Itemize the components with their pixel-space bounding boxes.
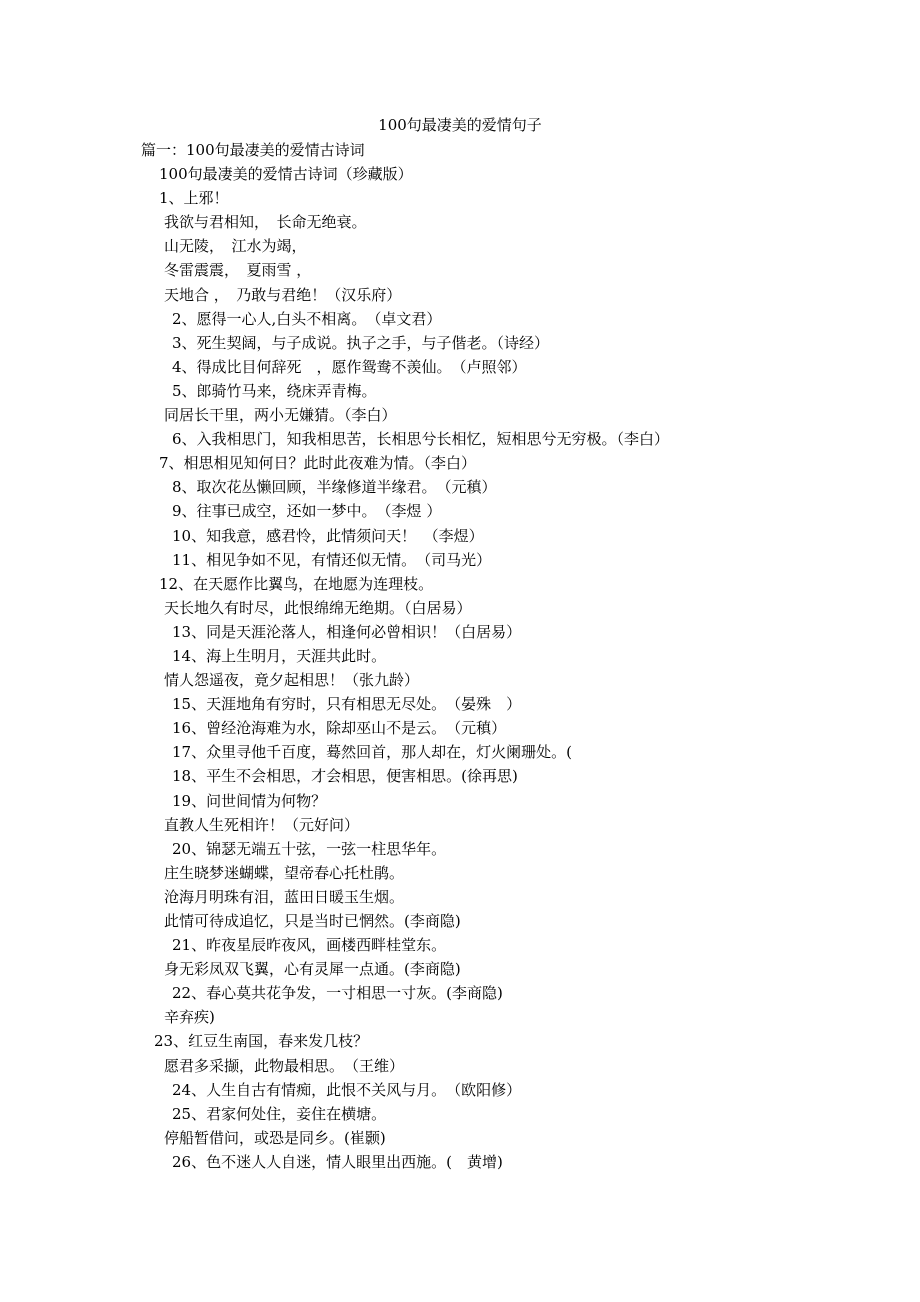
text-line: 18、平生不会相思，才会相思，便害相思。(徐再思) xyxy=(172,767,518,786)
text-line: 14、海上生明月，天涯共此时。 xyxy=(172,646,387,665)
text-line: 此情可待成追忆，只是当时已惘然。(李商隐) xyxy=(164,912,461,930)
text-line: 7、相思相见知何日？此时此夜难为情。（李白） xyxy=(159,454,477,473)
text-line: 8、取次花丛懒回顾，半缘修道半缘君。 （元稹） xyxy=(172,478,497,497)
text-line: 23、红豆生南国，春来发几枝？ xyxy=(154,1032,369,1051)
text-line: 情人怨遥夜，竟夕起相思！（张九龄） xyxy=(164,671,420,690)
text-line: 3、死生契阔，与子成说。执子之手，与子偕老。（诗经） xyxy=(172,333,550,352)
text-line: 直教人生死相许！（元好问） xyxy=(164,815,360,834)
text-line: 11、相见争如不见，有情还似无情。 （司马光） xyxy=(172,550,492,569)
text-line: 山无陵， 江水为竭， xyxy=(164,237,307,256)
text-line: 6、入我相思门，知我相思苦，长相思兮长相忆，短相思兮无穷极。（李白） xyxy=(172,430,670,449)
text-line: 1、上邪！ xyxy=(159,189,229,208)
text-line: 12、在天愿作比翼鸟，在地愿为连理枝。 xyxy=(159,574,434,593)
text-line: 辛弃疾) xyxy=(164,1008,215,1027)
text-line: 20、锦瑟无端五十弦，一弦一柱思华年。 xyxy=(172,839,447,858)
text-line: 19、问世间情为何物？ xyxy=(172,791,327,810)
text-line: 沧海月明珠有泪，蓝田日暖玉生烟。 xyxy=(164,887,405,906)
text-line: 同居长干里，两小无嫌猜。（李白） xyxy=(164,406,397,425)
text-line: 停船暂借问，或恐是同乡。(崔颢) xyxy=(164,1128,386,1147)
text-line: 13、同是天涯沦落人，相逢何必曾相识！（白居易） xyxy=(172,622,522,641)
poem-list xyxy=(0,138,920,1174)
text-line: 2、愿得一心人,白头不相离。 （卓文君） xyxy=(172,309,442,328)
text-line: 10、知我意，感君怜，此情须问天！ （李煜） xyxy=(172,526,484,545)
section-heading: 篇一：100句最凄美的爱情古诗词 xyxy=(141,141,365,159)
text-line: 17、众里寻他千百度，蓦然回首，那人却在，灯火阑珊处。( xyxy=(172,743,572,762)
text-line: 庄生晓梦迷蝴蝶，望帝春心托杜鹃。 xyxy=(164,863,405,882)
text-line: 26、色不迷人人自迷，情人眼里出西施。( 黄增) xyxy=(172,1152,503,1171)
text-line: 16、曾经沧海难为水，除却巫山不是云。 （元稹） xyxy=(172,719,507,738)
subsection-heading: 100句最凄美的爱情古诗词（珍藏版） xyxy=(159,165,413,184)
text-line: 5、郎骑竹马来，绕床弄青梅。 xyxy=(172,381,377,400)
text-line: 4、得成比目何辞死 ，愿作鸳鸯不羡仙。 （卢照邻） xyxy=(172,357,527,376)
text-line: 22、春心莫共花争发，一寸相思一寸灰。(李商隐) xyxy=(172,984,503,1003)
document-title: 100句最凄美的爱情句子 xyxy=(378,116,542,134)
text-line: 24、人生自古有情痴，此恨不关风与月。 （欧阳修） xyxy=(172,1080,522,1099)
text-line: 天长地久有时尽，此恨绵绵无绝期。（白居易） xyxy=(164,598,472,617)
text-line: 我欲与君相知， 长命无绝衰。 xyxy=(164,213,367,232)
text-line: 25、君家何处住，妾住在横塘。 xyxy=(172,1104,387,1123)
text-line: 愿君多采撷，此物最相思。 （王维） xyxy=(164,1056,405,1075)
text-line: 9、往事已成空，还如一梦中。 （李煜 ） xyxy=(172,502,442,521)
text-line: 身无彩凤双飞翼，心有灵犀一点通。(李商隐) xyxy=(164,960,461,979)
text-line: 冬雷震震， 夏雨雪 ， xyxy=(164,261,312,280)
text-line: 15、天涯地角有穷时，只有相思无尽处。 （晏殊 ） xyxy=(172,695,522,714)
text-line: 天地合 ， 乃敢与君绝！（汉乐府） xyxy=(164,285,402,304)
text-line: 21、昨夜星辰昨夜风，画楼西畔桂堂东。 xyxy=(172,936,447,955)
